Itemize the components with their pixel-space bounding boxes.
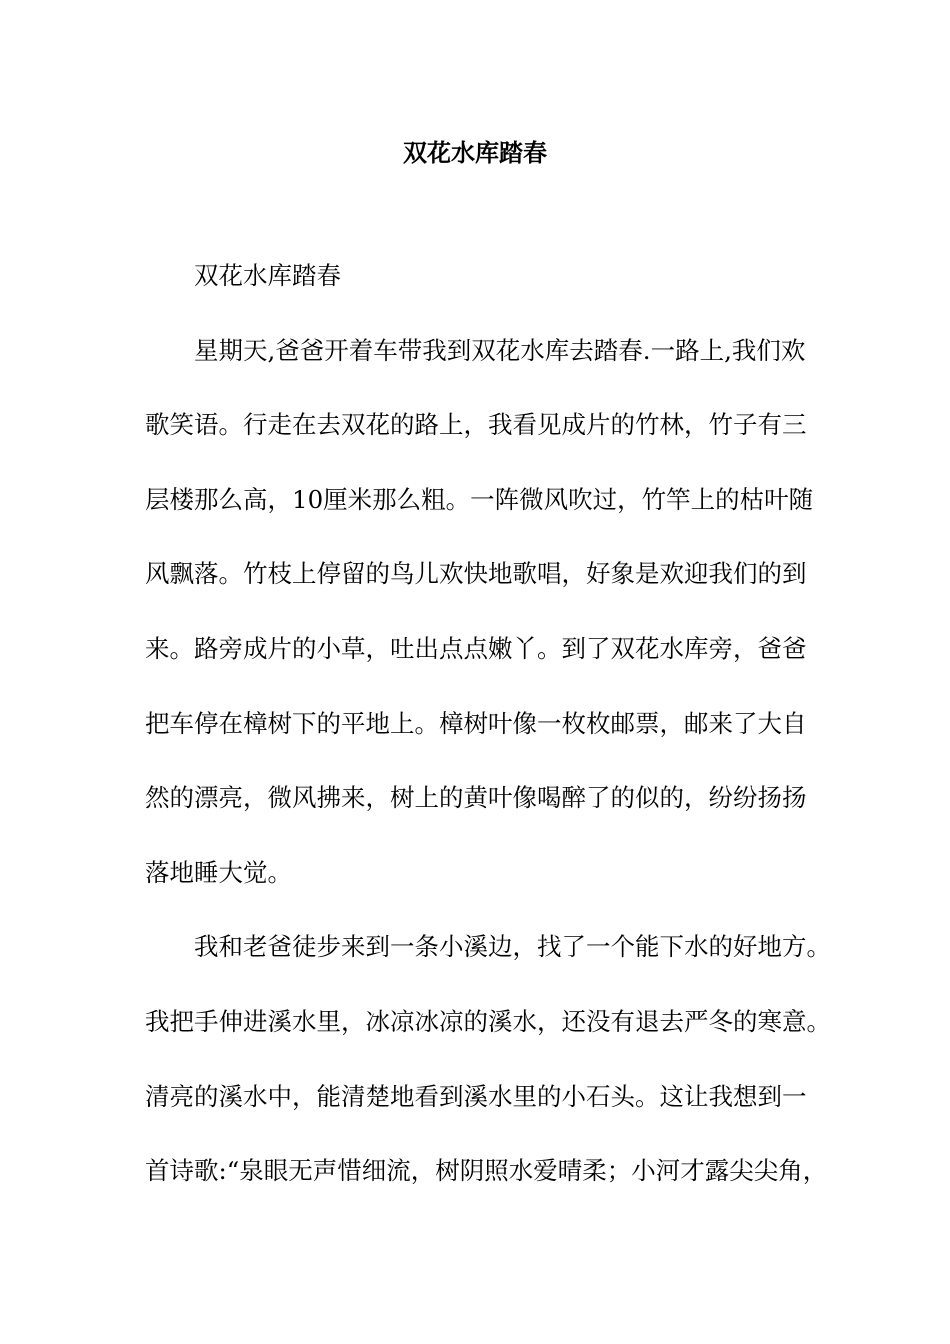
- paragraph-line: 来。路旁成片的小草，吐出点点嫩丫。到了双花水库旁，爸爸: [145, 633, 807, 663]
- paragraph-line: 层楼那么高，10厘米那么粗。一阵微风吹过，竹竿上的枯叶随: [145, 484, 814, 514]
- paragraph-line: 把车停在樟树下的平地上。樟树叶像一枚枚邮票，邮来了大自: [145, 708, 807, 738]
- document-title: 双花水库踏春: [403, 138, 547, 167]
- paragraph-line: 清亮的溪水中，能清楚地看到溪水里的小石头。这让我想到一: [145, 1081, 807, 1111]
- paragraph-line: 我和老爸徒步来到一条小溪边，找了一个能下水的好地方。: [194, 932, 831, 962]
- paragraph-line: 然的漂亮，微风拂来，树上的黄叶像喝醉了的似的，纷纷扬扬: [145, 783, 807, 813]
- paragraph-line: 我把手伸进溪水里，冰凉冰凉的溪水，还没有退去严冬的寒意。: [145, 1006, 831, 1036]
- paragraph-line: 首诗歌:“泉眼无声惜细流，树阴照水爱晴柔；小河才露尖尖角，: [145, 1156, 828, 1186]
- paragraph-line: 风飘落。竹枝上停留的鸟儿欢快地歌唱，好象是欢迎我们的到: [145, 559, 807, 589]
- paragraph-line: 落地睡大觉。: [145, 857, 292, 887]
- paragraph-line: 星期天,爸爸开着车带我到双花水库去踏春.一路上,我们欢: [194, 335, 806, 365]
- document-body: [145, 256, 835, 1226]
- paragraph-line: 歌笑语。行走在去双花的路上，我看见成片的竹林，竹子有三: [145, 410, 807, 440]
- subtitle-line: 双花水库踏春: [194, 261, 341, 290]
